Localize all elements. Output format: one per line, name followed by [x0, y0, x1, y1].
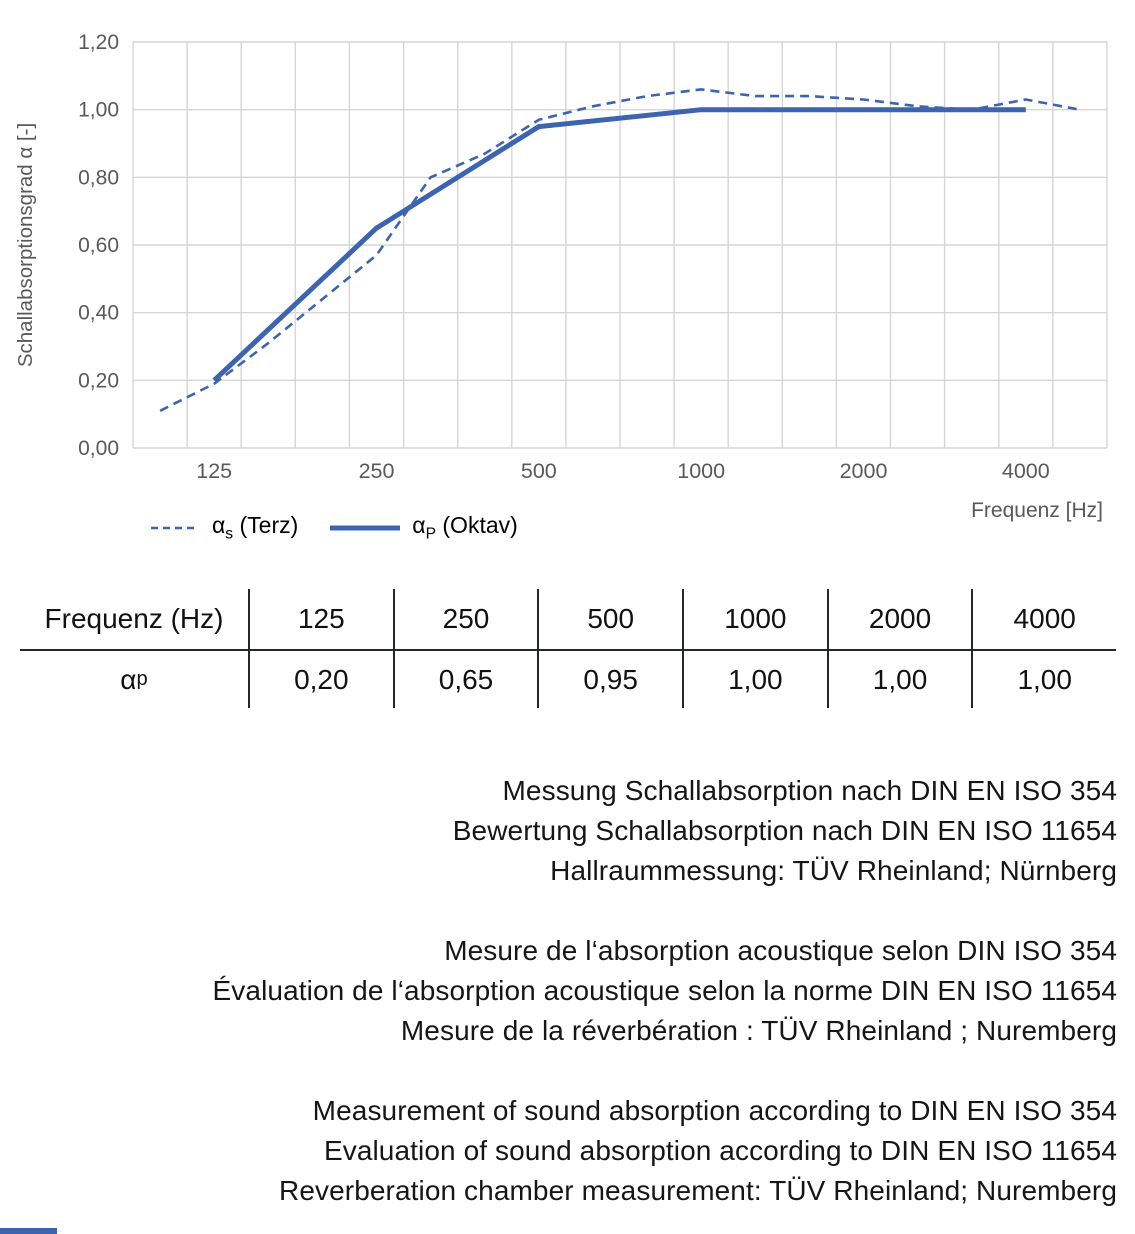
table-header-col: 125: [248, 589, 393, 649]
table-row-label-alpha-p: α p: [120, 663, 148, 695]
table-value-cell: 0,20: [248, 651, 393, 708]
table-value-cell: 1,00: [827, 651, 972, 708]
legend-label-terz: $\alpha_s$ (Terz): [212, 512, 299, 543]
footer-accent-bar: [0, 1228, 57, 1234]
note-line: Measurement of sound absorption according to DIN EN ISO 354: [312, 1095, 1117, 1126]
table-value-cell: 1,00: [971, 651, 1116, 708]
absorption-table: [20, 589, 1116, 708]
legend-label-oktav: $\alpha_P$ (Oktav): [412, 512, 518, 543]
note-line: Mesure de l‘absorption acoustique selon DIN ISO 354: [444, 935, 1117, 966]
note-line: Bewertung Schallabsorption nach DIN EN ISO 11654: [452, 815, 1117, 846]
solid-line-sample: [330, 524, 400, 532]
x-tick-label: 125: [196, 459, 233, 483]
note-english: [0, 1091, 1117, 1211]
x-axis-title: Frequenz [Hz]: [971, 499, 1103, 522]
note-line: Evaluation of sound absorption according to DIN EN ISO 11654: [323, 1135, 1117, 1166]
table-data-row: [20, 651, 1116, 708]
note-line: Messung Schallabsorption nach DIN EN ISO 354: [502, 775, 1117, 806]
note-line: Reverberation chamber measurement: TÜV Rheinland; Nuremberg: [279, 1175, 1117, 1206]
table-header-col: 500: [537, 589, 682, 649]
table-header-row: [20, 589, 1116, 649]
x-tick-label: 500: [520, 459, 557, 483]
table-header-col: 2000: [827, 589, 972, 649]
note-german: [0, 771, 1117, 891]
table-value-cell: 1,00: [682, 651, 827, 708]
note-french: [0, 931, 1117, 1051]
y-tick-label: 1,20: [78, 31, 119, 54]
note-line: Évaluation de l‘absorption acoustique selon la norme DIN EN ISO 11654: [212, 975, 1117, 1006]
legend-item-terz: [150, 512, 298, 544]
y-tick-label: 0,40: [78, 301, 119, 325]
table-value-cell: 0,65: [393, 651, 538, 708]
y-axis-title: Schallabsorptionsgrad α [-]: [14, 122, 37, 368]
y-tick-label: 0,60: [78, 234, 119, 257]
table-header-col: 1000: [682, 589, 827, 649]
x-tick-label: 250: [358, 459, 395, 483]
y-tick-label: 0,00: [78, 437, 119, 460]
table-value-cell: 0,95: [537, 651, 682, 708]
y-tick-label: 1,00: [78, 98, 119, 122]
x-tick-label: 4000: [1001, 459, 1050, 483]
legend-item-oktav: [330, 512, 518, 544]
dashed-line-sample: [150, 524, 200, 532]
absorption-chart: [0, 0, 1135, 560]
chart-legend: [150, 512, 518, 544]
note-line: Mesure de la réverbération : TÜV Rheinland ; Nuremberg: [400, 1015, 1117, 1046]
x-tick-label: 1000: [677, 459, 726, 483]
y-tick-label: 0,80: [78, 166, 119, 190]
table-header-frequency: Frequenz (Hz): [44, 603, 224, 634]
x-tick-label: 2000: [839, 459, 888, 483]
y-tick-label: 0,20: [78, 369, 119, 393]
table-header-col: 250: [393, 589, 538, 649]
chart-plot-area: [0, 0, 1135, 495]
note-line: Hallraummessung: TÜV Rheinland; Nürnberg: [550, 855, 1117, 886]
table-header-col: 4000: [971, 589, 1116, 649]
